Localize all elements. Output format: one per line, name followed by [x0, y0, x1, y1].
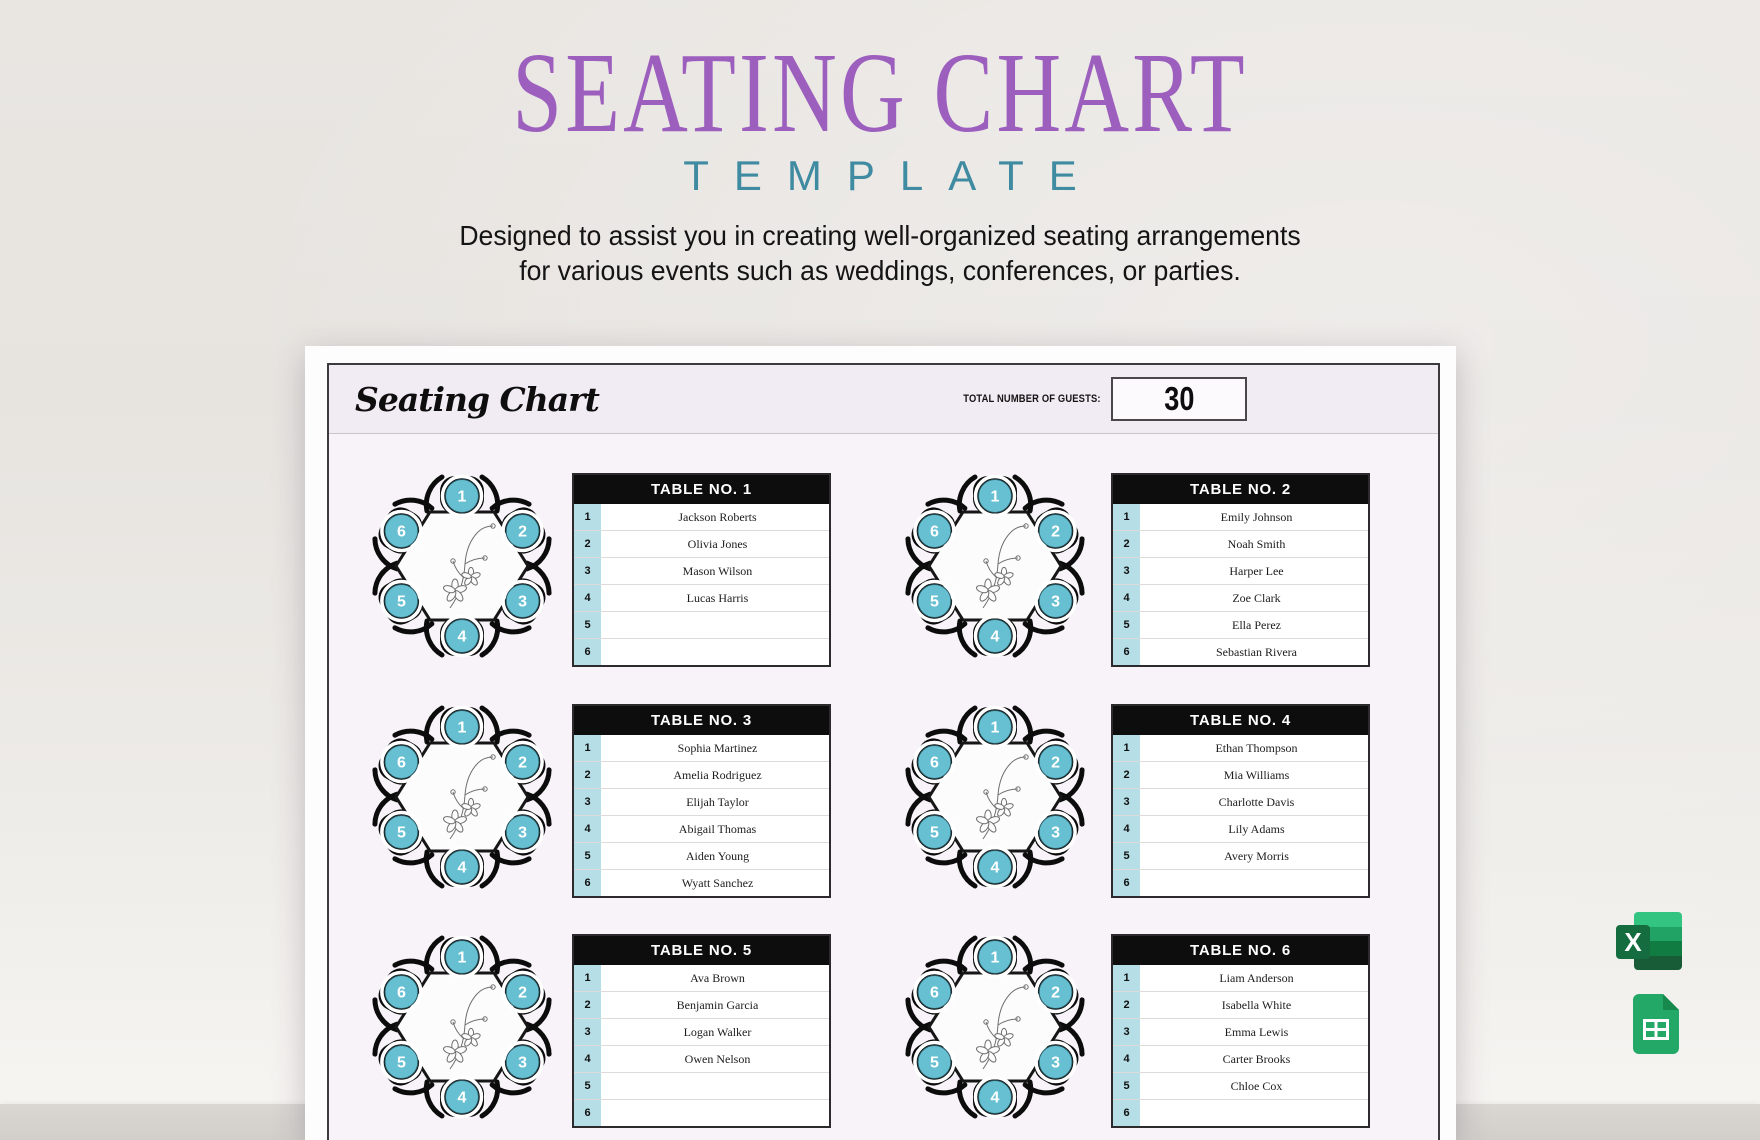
guest-row: [574, 788, 829, 815]
guest-row: [574, 530, 829, 557]
guest-name-cell[interactable]: Abigail Thomas: [678, 821, 757, 836]
seat-number: 1: [457, 488, 467, 506]
guest-name-cell[interactable]: Zoe Clark: [1232, 590, 1281, 605]
page-title: SEATING CHART: [512, 29, 1248, 157]
table-card-title: TABLE NO. 2: [1113, 475, 1368, 504]
guest-row: [1113, 815, 1368, 842]
table-card: [572, 934, 831, 1128]
guest-name-cell[interactable]: Aiden Young: [685, 848, 750, 863]
page-description-line2: for various events such as weddings, conferences, or parties.: [519, 255, 1241, 286]
page-description: [44, 218, 1716, 288]
guest-name-cell[interactable]: [1145, 1100, 1368, 1126]
seat-number-cell: 2: [1113, 762, 1145, 788]
seat-number-cell: 1: [574, 504, 606, 530]
seat-number: 1: [990, 719, 1000, 737]
seat-number-cell: 4: [574, 585, 606, 611]
guest-row: [1113, 1045, 1368, 1072]
seat-number-cell: 6: [1113, 870, 1145, 896]
guest-name-cell[interactable]: Noah Smith: [1227, 536, 1286, 551]
seat-number-cell: 3: [1113, 789, 1145, 815]
seat-number: 2: [1051, 523, 1061, 541]
guest-name-cell[interactable]: Wyatt Sanchez: [681, 875, 754, 890]
guest-name-cell[interactable]: Avery Morris: [1224, 848, 1289, 863]
guest-name-cell[interactable]: [606, 1100, 829, 1126]
guest-row: [574, 869, 829, 896]
guest-name-cell[interactable]: Chloe Cox: [1230, 1078, 1283, 1093]
seat-number-cell: 4: [574, 816, 606, 842]
seat-number-cell: 3: [1113, 558, 1145, 584]
guest-row: [1113, 1018, 1368, 1045]
seat-number-cell: 3: [574, 789, 606, 815]
guest-row: [1113, 991, 1368, 1018]
guest-row: [574, 1072, 829, 1099]
seat-number: 5: [929, 593, 939, 611]
seat-number: 3: [1051, 593, 1061, 611]
seat-number-cell: 4: [1113, 585, 1145, 611]
guest-row: [1113, 965, 1368, 991]
seat-number-cell: 1: [1113, 965, 1145, 991]
excel-icon[interactable]: [1616, 912, 1684, 970]
seat-number-cell: 5: [574, 612, 606, 638]
seat-number: 5: [929, 824, 939, 842]
guest-name-cell[interactable]: Elijah Taylor: [686, 794, 749, 809]
document-sheet: [305, 346, 1456, 1140]
seat-number-cell: 3: [574, 558, 606, 584]
guest-name-cell[interactable]: Emily Johnson: [1220, 509, 1293, 524]
total-guests-value: 30: [1163, 380, 1195, 417]
seat-number: 3: [518, 1054, 528, 1072]
table-graphic: [372, 707, 552, 887]
seat-number: 1: [457, 719, 467, 737]
seat-number: 3: [518, 593, 528, 611]
seat-number: 6: [396, 984, 406, 1002]
google-sheets-icon[interactable]: [1633, 994, 1679, 1054]
seat-number-cell: 2: [1113, 992, 1145, 1018]
table-card-title: TABLE NO. 4: [1113, 706, 1368, 735]
seat-number-cell: 1: [574, 965, 606, 991]
guest-name-cell[interactable]: Mia Williams: [1223, 767, 1290, 782]
document-title: Seating Chart: [355, 379, 599, 419]
guest-name-cell[interactable]: [606, 1073, 829, 1099]
guest-name-cell[interactable]: Sophia Martinez: [677, 740, 758, 755]
seat-number-cell: 3: [574, 1019, 606, 1045]
table-graphic: [905, 707, 1085, 887]
guest-name-cell[interactable]: Sebastian Rivera: [1216, 644, 1297, 659]
guest-row: [1113, 761, 1368, 788]
guest-row: [574, 504, 829, 530]
guest-row: [1113, 1099, 1368, 1126]
seat-number: 5: [929, 1054, 939, 1072]
seat-number: 1: [990, 949, 1000, 967]
seat-number: 4: [990, 628, 1000, 646]
seat-number-cell: 6: [574, 870, 606, 896]
seat-number: 2: [518, 754, 528, 772]
guest-name-cell[interactable]: Benjamin Garcia: [676, 997, 759, 1012]
guest-name-cell[interactable]: Olivia Jones: [687, 536, 748, 551]
guest-name-cell[interactable]: Amelia Rodriguez: [673, 767, 762, 782]
seat-number-cell: 4: [1113, 1046, 1145, 1072]
seat-number-cell: 2: [574, 531, 606, 557]
guest-row: [1113, 530, 1368, 557]
seat-number-cell: 1: [1113, 735, 1145, 761]
table-card: [1111, 934, 1370, 1128]
seat-number: 5: [396, 593, 406, 611]
guest-row: [1113, 735, 1368, 761]
seat-number-cell: 2: [574, 762, 606, 788]
guest-row: [574, 965, 829, 991]
table-card-title: TABLE NO. 6: [1113, 936, 1368, 965]
seat-number-cell: 5: [574, 843, 606, 869]
guest-name-cell[interactable]: Ella Perez: [1232, 617, 1281, 632]
table-card: [572, 704, 831, 898]
guest-name-cell[interactable]: Carter Brooks: [1222, 1051, 1291, 1066]
document-inner: [327, 363, 1440, 1140]
seat-number: 6: [396, 523, 406, 541]
seat-number-cell: 2: [1113, 531, 1145, 557]
seat-number-cell: 6: [574, 1100, 606, 1126]
table-card-title: TABLE NO. 5: [574, 936, 829, 965]
seat-number: 2: [518, 523, 528, 541]
seat-number: 4: [457, 1089, 467, 1107]
guest-row: [574, 611, 829, 638]
seat-number-cell: 1: [574, 735, 606, 761]
seat-number: 2: [1051, 754, 1061, 772]
guest-name-cell[interactable]: Ava Brown: [690, 970, 745, 985]
guest-name-cell[interactable]: Liam Anderson: [1219, 970, 1294, 985]
seat-number: 3: [1051, 824, 1061, 842]
guest-name-cell[interactable]: Lucas Harris: [686, 590, 749, 605]
seat-number: 5: [396, 1054, 406, 1072]
guest-row: [574, 1099, 829, 1126]
guest-name-cell[interactable]: Emma Lewis: [1224, 1024, 1289, 1039]
guest-row: [1113, 611, 1368, 638]
seat-number: 1: [457, 949, 467, 967]
seat-number: 1: [990, 488, 1000, 506]
table-card: [1111, 704, 1370, 898]
page-description-line1: Designed to assist you in creating well-organized seating arrangements: [459, 220, 1301, 251]
guest-row: [1113, 869, 1368, 896]
seat-number-cell: 6: [1113, 639, 1145, 665]
guest-name-cell[interactable]: Charlotte Davis: [1218, 794, 1295, 809]
seat-number: 4: [457, 628, 467, 646]
seat-number-cell: 6: [574, 639, 606, 665]
seat-number: 4: [457, 859, 467, 877]
excel-letter: X: [1624, 927, 1642, 957]
seat-number-cell: 4: [1113, 816, 1145, 842]
table-card: [1111, 473, 1370, 667]
guest-row: [1113, 557, 1368, 584]
table-graphic: [372, 937, 552, 1117]
guest-row: [574, 1018, 829, 1045]
guest-name-cell[interactable]: Owen Nelson: [684, 1051, 751, 1066]
seat-number: 6: [929, 523, 939, 541]
guest-row: [574, 735, 829, 761]
table-graphic: [372, 476, 552, 656]
seat-number: 6: [929, 984, 939, 1002]
table-card: [572, 473, 831, 667]
guest-row: [1113, 584, 1368, 611]
guest-name-cell[interactable]: Jackson Roberts: [678, 509, 757, 524]
guest-name-cell[interactable]: [1145, 870, 1368, 896]
guest-name-cell[interactable]: [606, 639, 829, 665]
guest-name-cell[interactable]: Ethan Thompson: [1215, 740, 1298, 755]
seat-number: 6: [396, 754, 406, 772]
total-guests-group: [939, 377, 1247, 421]
seat-number: 4: [990, 1089, 1000, 1107]
seat-number-cell: 5: [1113, 612, 1145, 638]
table-card-title: TABLE NO. 1: [574, 475, 829, 504]
guest-row: [574, 842, 829, 869]
guest-name-cell[interactable]: Harper Lee: [1229, 563, 1284, 578]
guest-row: [574, 638, 829, 665]
guest-row: [1113, 842, 1368, 869]
guest-name-cell[interactable]: Mason Wilson: [682, 563, 753, 578]
total-guests-label: TOTAL NUMBER OF GUESTS:: [963, 393, 1101, 405]
guest-name-cell[interactable]: Isabella White: [1221, 997, 1292, 1012]
table-graphic: [905, 937, 1085, 1117]
seat-number-cell: 5: [574, 1073, 606, 1099]
seat-number: 4: [990, 859, 1000, 877]
guest-row: [574, 761, 829, 788]
guest-row: [574, 557, 829, 584]
seat-number: 6: [929, 754, 939, 772]
guest-row: [574, 584, 829, 611]
seat-number-cell: 5: [1113, 1073, 1145, 1099]
seat-number-cell: 5: [1113, 843, 1145, 869]
seat-number-cell: 1: [1113, 504, 1145, 530]
guest-row: [1113, 504, 1368, 530]
seat-number-cell: 2: [574, 992, 606, 1018]
tables-grid: [329, 433, 1438, 1140]
guest-name-cell[interactable]: Lily Adams: [1228, 821, 1285, 836]
guest-row: [1113, 1072, 1368, 1099]
seat-number-cell: 6: [1113, 1100, 1145, 1126]
total-guests-value-box[interactable]: [1111, 377, 1247, 421]
seat-number: 5: [396, 824, 406, 842]
table-card-title: TABLE NO. 3: [574, 706, 829, 735]
page-subtitle: TEMPLATE: [683, 152, 1102, 199]
guest-row: [574, 815, 829, 842]
seat-number-cell: 3: [1113, 1019, 1145, 1045]
document-header: [329, 365, 1438, 434]
seat-number: 2: [1051, 984, 1061, 1002]
guest-name-cell[interactable]: [606, 612, 829, 638]
guest-row: [574, 991, 829, 1018]
seat-number-cell: 4: [574, 1046, 606, 1072]
guest-row: [1113, 638, 1368, 665]
guest-name-cell[interactable]: Logan Walker: [683, 1024, 752, 1039]
seat-number: 2: [518, 984, 528, 1002]
seat-number: 3: [1051, 1054, 1061, 1072]
table-graphic: [905, 476, 1085, 656]
seat-number: 3: [518, 824, 528, 842]
guest-row: [574, 1045, 829, 1072]
guest-row: [1113, 788, 1368, 815]
